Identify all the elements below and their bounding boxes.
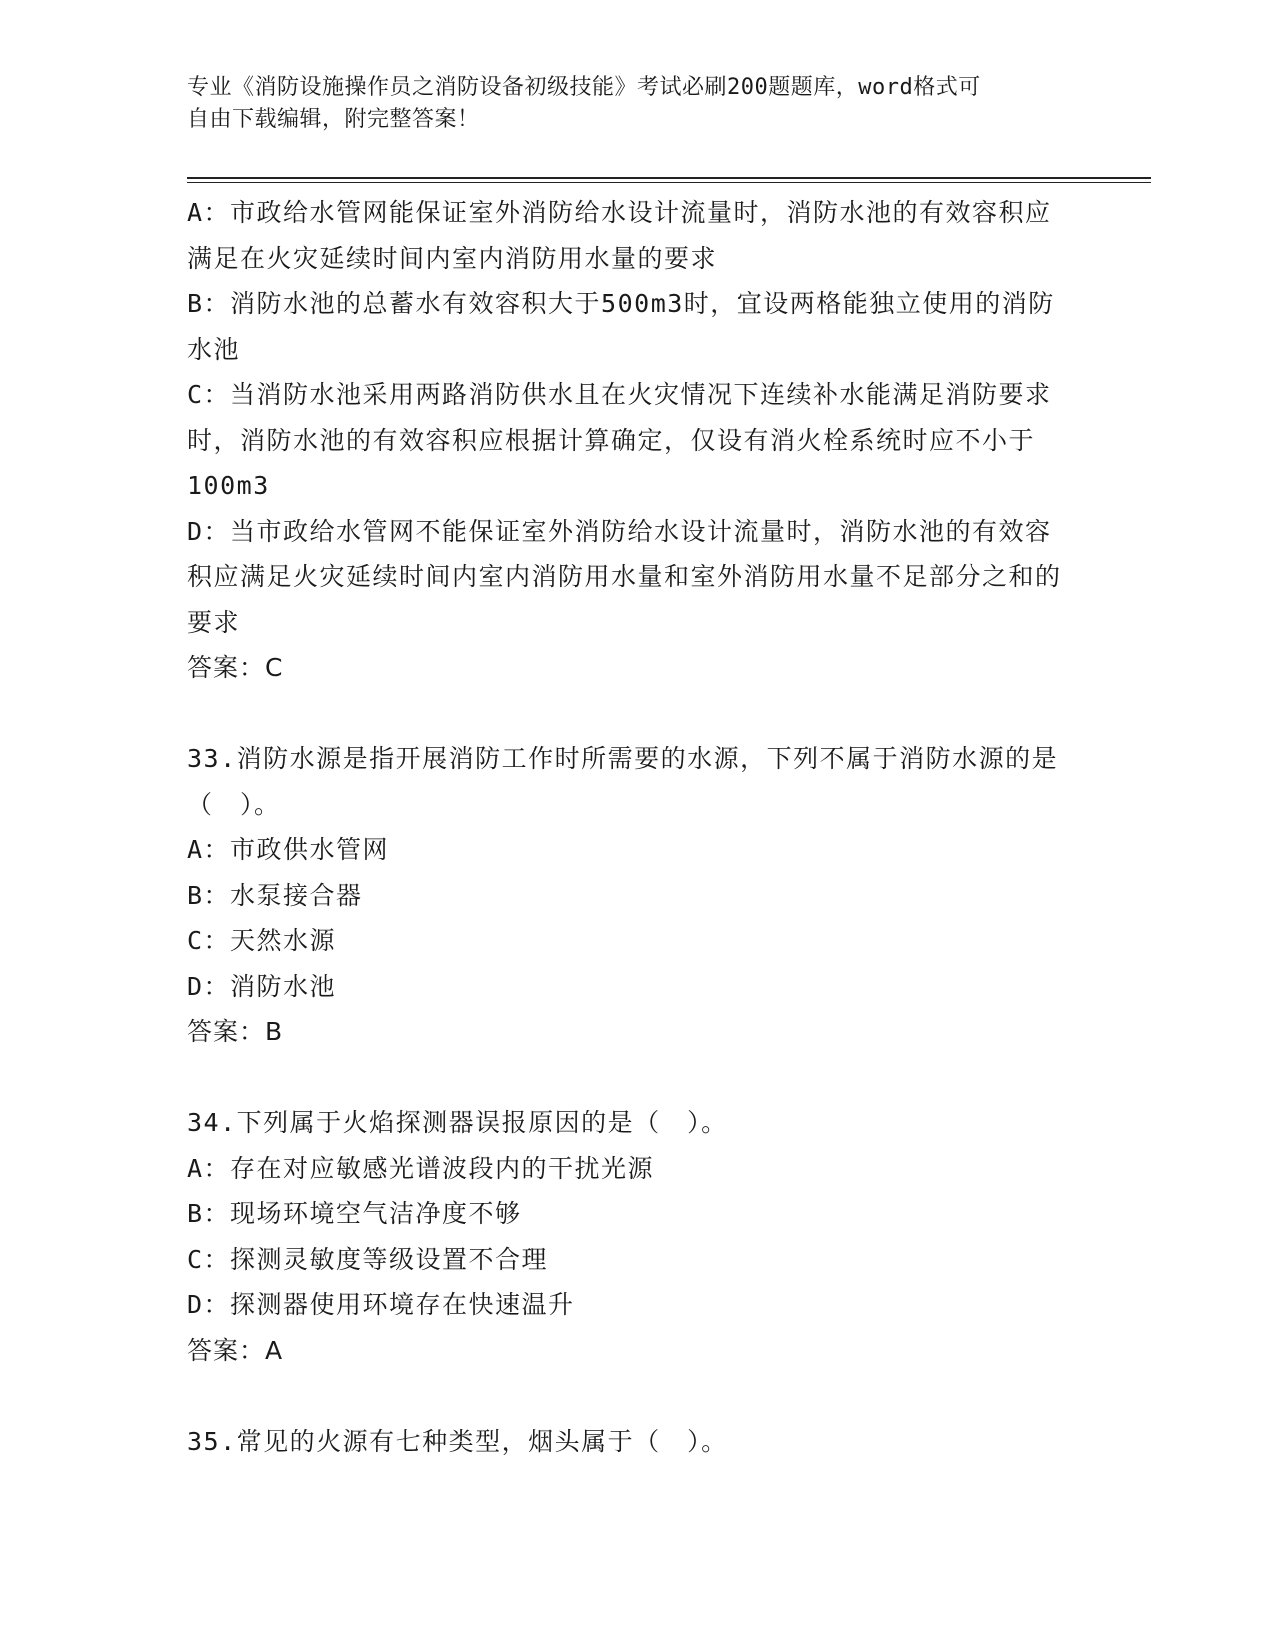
- q34-option-c: C：探测灵敏度等级设置不合理: [187, 1244, 549, 1274]
- q35-question: 35.常见的火源有七种类型，烟头属于（ ）。: [187, 1426, 728, 1456]
- header-title-line-2: 自由下载编辑，附完整答案！: [187, 107, 480, 132]
- q34-option-b: B：现场环境空气洁净度不够: [187, 1199, 522, 1228]
- question-35: [187, 1419, 1067, 1465]
- q32-option-b: B：消防水池的总蓄水有效容积大于500m3时，宜设两格能独立使用的消防水池: [187, 289, 1055, 364]
- q33-option-b: B：水泵接合器: [187, 880, 363, 910]
- q33-option-c: C：天然水源: [187, 926, 337, 955]
- q33-option-d: D：消防水池: [187, 971, 337, 1001]
- spacer: [187, 1373, 1067, 1419]
- q34-question: 34.下列属于火焰探测器误报原因的是（ ）。: [187, 1108, 728, 1137]
- question-list: [187, 190, 1067, 1464]
- question-34: [187, 1100, 1067, 1373]
- q33-question: 33.消防水源是指开展消防工作时所需要的水源，下列不属于消防水源的是（ ）。: [187, 744, 1059, 819]
- header-title-line-1: 专业《消防设施操作员之消防设备初级技能》考试必刷200题题库，word格式可: [187, 75, 981, 100]
- q34-answer: 答案：A: [187, 1335, 284, 1365]
- header-divider-thin: [187, 182, 1151, 183]
- question-32-options: [187, 190, 1067, 691]
- header-divider-thick: [187, 177, 1151, 179]
- q32-option-c: C：当消防水池采用两路消防供水且在火灾情况下连续补水能满足消防要求时，消防水池的有效容积应根据计算确定，仅设有消火栓系统时应不小于100m3: [187, 380, 1052, 500]
- q34-option-a: A：存在对应敏感光谱波段内的干扰光源: [187, 1153, 655, 1183]
- q33-option-a: A：市政供水管网: [187, 835, 390, 864]
- q32-answer: 答案：C: [187, 653, 284, 682]
- spacer: [187, 691, 1067, 737]
- q33-answer: 答案：B: [187, 1017, 284, 1046]
- spacer: [187, 1055, 1067, 1101]
- q34-option-d: D：探测器使用环境存在快速温升: [187, 1290, 575, 1319]
- q32-option-a: A：市政给水管网能保证室外消防给水设计流量时，消防水池的有效容积应满足在火灾延续时间内室内消防用水量的要求: [187, 198, 1052, 273]
- question-33: [187, 736, 1067, 1055]
- q32-option-d: D：当市政给水管网不能保证室外消防给水设计流量时，消防水池的有效容积应满足火灾延续时间内室内消防用水量和室外消防用水量不足部分之和的要求: [187, 516, 1062, 637]
- document-header: [187, 72, 1067, 136]
